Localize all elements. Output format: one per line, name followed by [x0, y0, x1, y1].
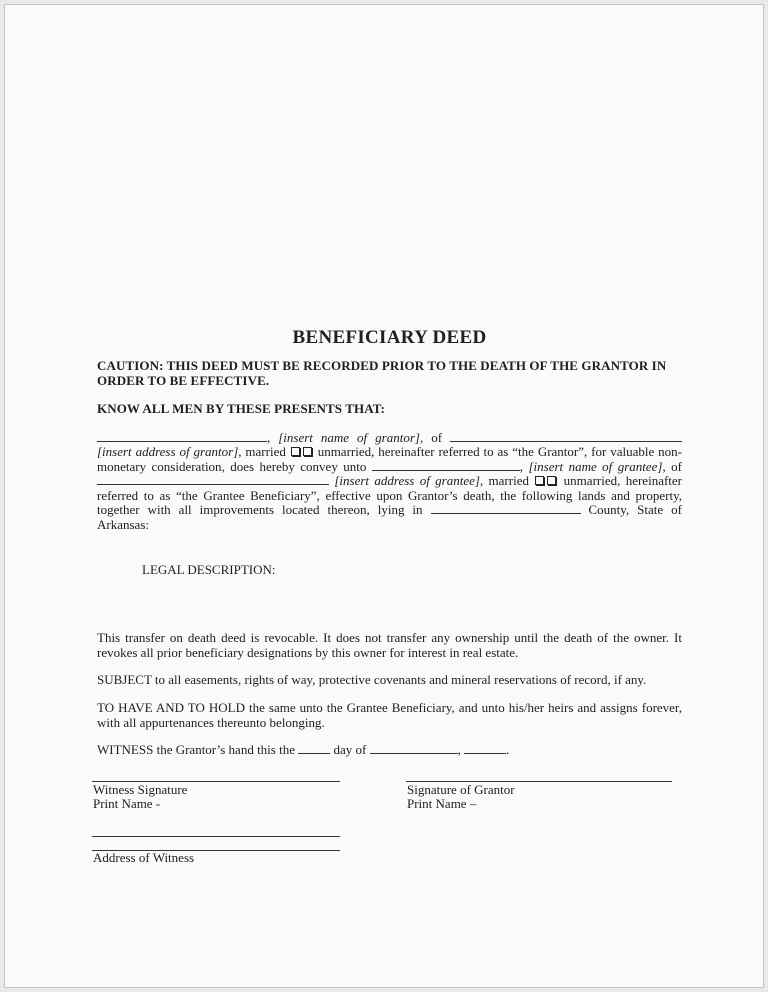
grantee-unmarried-checkbox-icon	[547, 476, 556, 485]
witness-address-line-1	[92, 836, 340, 837]
witness-print-name-label: Print Name -	[93, 796, 161, 811]
caution-notice: CAUTION: THIS DEED MUST BE RECORDED PRIOR TO THE DEATH OF THE GRANTOR IN ORDER TO BE EFFECTIVE.	[97, 358, 667, 388]
grantor-signature-label: Signature of Grantor	[407, 782, 515, 797]
legal-description-label: LEGAL DESCRIPTION:	[142, 561, 276, 577]
grantee-address-blank	[97, 474, 329, 485]
insert-grantor-address: [insert address of grantor]	[97, 444, 239, 460]
month-blank	[370, 743, 458, 754]
witness-signature-label: Witness Signature	[93, 782, 188, 797]
habendum-paragraph: TO HAVE AND TO HOLD the same unto the Grantee Beneficiary, and unto his/her heirs and assigns forever, with all appurtenances thereunto belonging.	[97, 700, 682, 730]
witness-paragraph: WITNESS the Grantor’s hand this the day of , .	[97, 742, 510, 758]
insert-grantee-name: [insert name of grantee]	[528, 458, 663, 474]
deed-document	[97, 327, 682, 758]
unmarried-checkbox-icon	[303, 447, 312, 456]
grantee-married-checkbox-icon	[535, 476, 544, 485]
insert-grantor-name: [insert name of grantor]	[278, 429, 420, 445]
know-all-heading: KNOW ALL MEN BY THESE PRESENTS THAT:	[97, 401, 385, 416]
revocable-paragraph: This transfer on death deed is revocable. It does not transfer any ownership until the death of the owner. It revokes all prior beneficiary designations by this owner for interest in real estate.	[97, 630, 682, 660]
page-frame	[4, 4, 764, 988]
insert-grantee-address: [insert address of grantee]	[334, 473, 480, 489]
grantor-address-blank	[450, 431, 682, 442]
grantee-name-blank	[372, 460, 520, 471]
grant-paragraph: , [insert name of grantor], of [insert address of grantor], married unmarried, hereinafter referred to as “the Grantor”, for valuable non-monetary consideration, does hereby convey unto , [insert name of grantee], of [insert address of grantee], married unmarried, hereinafter referred to as “the Grantee Beneficiary”, effective upon Grantor’s death, the following lands and property, together with all improvements located thereon, lying in County, State of Arkansas:	[97, 429, 683, 533]
grantor-print-name-label: Print Name –	[407, 796, 477, 811]
deed-title: BENEFICIARY DEED	[292, 327, 487, 348]
address-of-witness-label: Address of Witness	[93, 850, 195, 865]
grantor-name-blank	[97, 431, 267, 442]
subject-paragraph: SUBJECT to all easements, rights of way, protective covenants and mineral reservations of record, if any.	[97, 672, 647, 688]
day-blank	[298, 743, 330, 754]
county-blank	[431, 503, 581, 514]
year-blank	[464, 743, 506, 754]
married-checkbox-icon	[291, 447, 300, 456]
